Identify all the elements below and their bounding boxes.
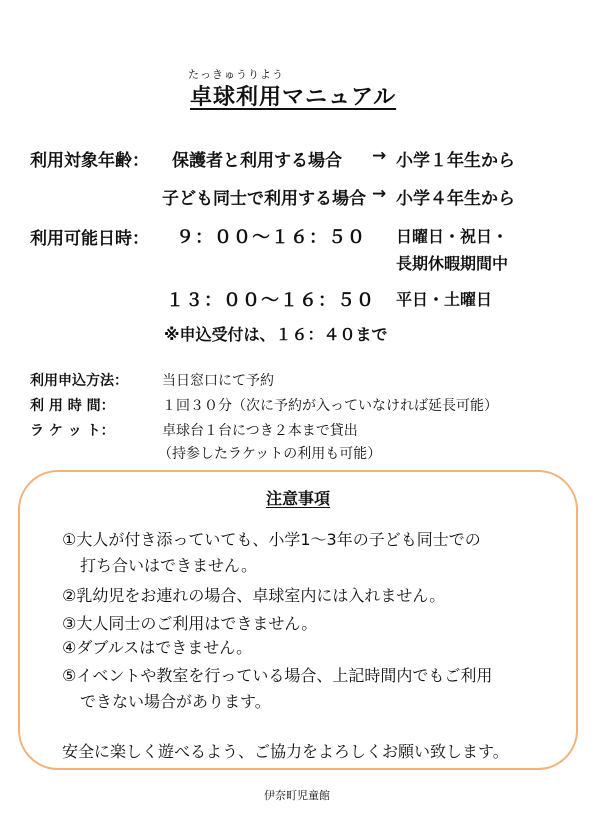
hours-time-1: ９：００～１６：５０ bbox=[176, 227, 366, 248]
hours-label: 利用可能日時： bbox=[30, 229, 149, 249]
duration-label: 利 用 時 間： bbox=[30, 398, 115, 414]
hours-days-1a: 日曜日・祝日・ bbox=[396, 227, 509, 246]
notice-title: 注意事項 bbox=[266, 489, 331, 508]
racket-label: ラ ケ ッ ト： bbox=[30, 423, 115, 439]
title-ruby: たっきゅうりよう bbox=[188, 68, 284, 81]
apply-method-label: 利用申込方法： bbox=[30, 373, 128, 389]
notice-item-5: ⑤イベントや教室を行っている場合、上記時間内でもご利用 bbox=[62, 666, 493, 685]
age-who-2: 子ども同士で利用する場合 bbox=[162, 189, 366, 209]
hours-time-2: １３：００～１６：５０ bbox=[166, 290, 375, 311]
age-label: 利用対象年齢： bbox=[30, 151, 149, 171]
age-who-1: 保護者と利用する場合 bbox=[172, 151, 342, 171]
notice-item-3: ③大人同士のご利用はできません。 bbox=[62, 614, 318, 633]
age-arrow-2: → bbox=[372, 184, 387, 204]
hours-days-1b: 長期休暇期間中 bbox=[396, 254, 509, 273]
hours-note: ※申込受付は、１６：４０まで bbox=[164, 325, 388, 344]
notice-item-2: ②乳幼児をお連れの場合、卓球室内には入れません。 bbox=[62, 586, 446, 605]
racket-value: 卓球台１台につき２本まで貸出 bbox=[162, 423, 358, 439]
duration-value: １回３０分（次に予約が入っていなければ延長可能） bbox=[162, 398, 498, 414]
racket-note: （持参したラケットの利用も可能） bbox=[158, 446, 382, 462]
hours-days-2: 平日・土曜日 bbox=[396, 290, 493, 309]
notice-item-5-cont: できない場合があります。 bbox=[80, 692, 271, 711]
notice-item-1-cont: 打ち合いはできません。 bbox=[80, 556, 257, 575]
age-grade-1: 小学１年生から bbox=[396, 151, 515, 171]
notice-item-4: ④ダブルスはできません。 bbox=[62, 638, 253, 657]
notice-item-1: ①大人が付き添っていても、小学1～3年の子ども同士での bbox=[62, 530, 481, 549]
apply-method-value: 当日窓口にて予約 bbox=[162, 373, 274, 389]
age-arrow-1: → bbox=[372, 146, 387, 166]
notice-closing: 安全に楽しく遊べるよう、ご協力をよろしくお願い致します。 bbox=[62, 742, 509, 761]
page-title: 卓球利用マニュアル bbox=[190, 85, 397, 110]
footer-org: 伊奈町児童館 bbox=[264, 789, 330, 802]
age-grade-2: 小学４年生から bbox=[396, 189, 515, 209]
